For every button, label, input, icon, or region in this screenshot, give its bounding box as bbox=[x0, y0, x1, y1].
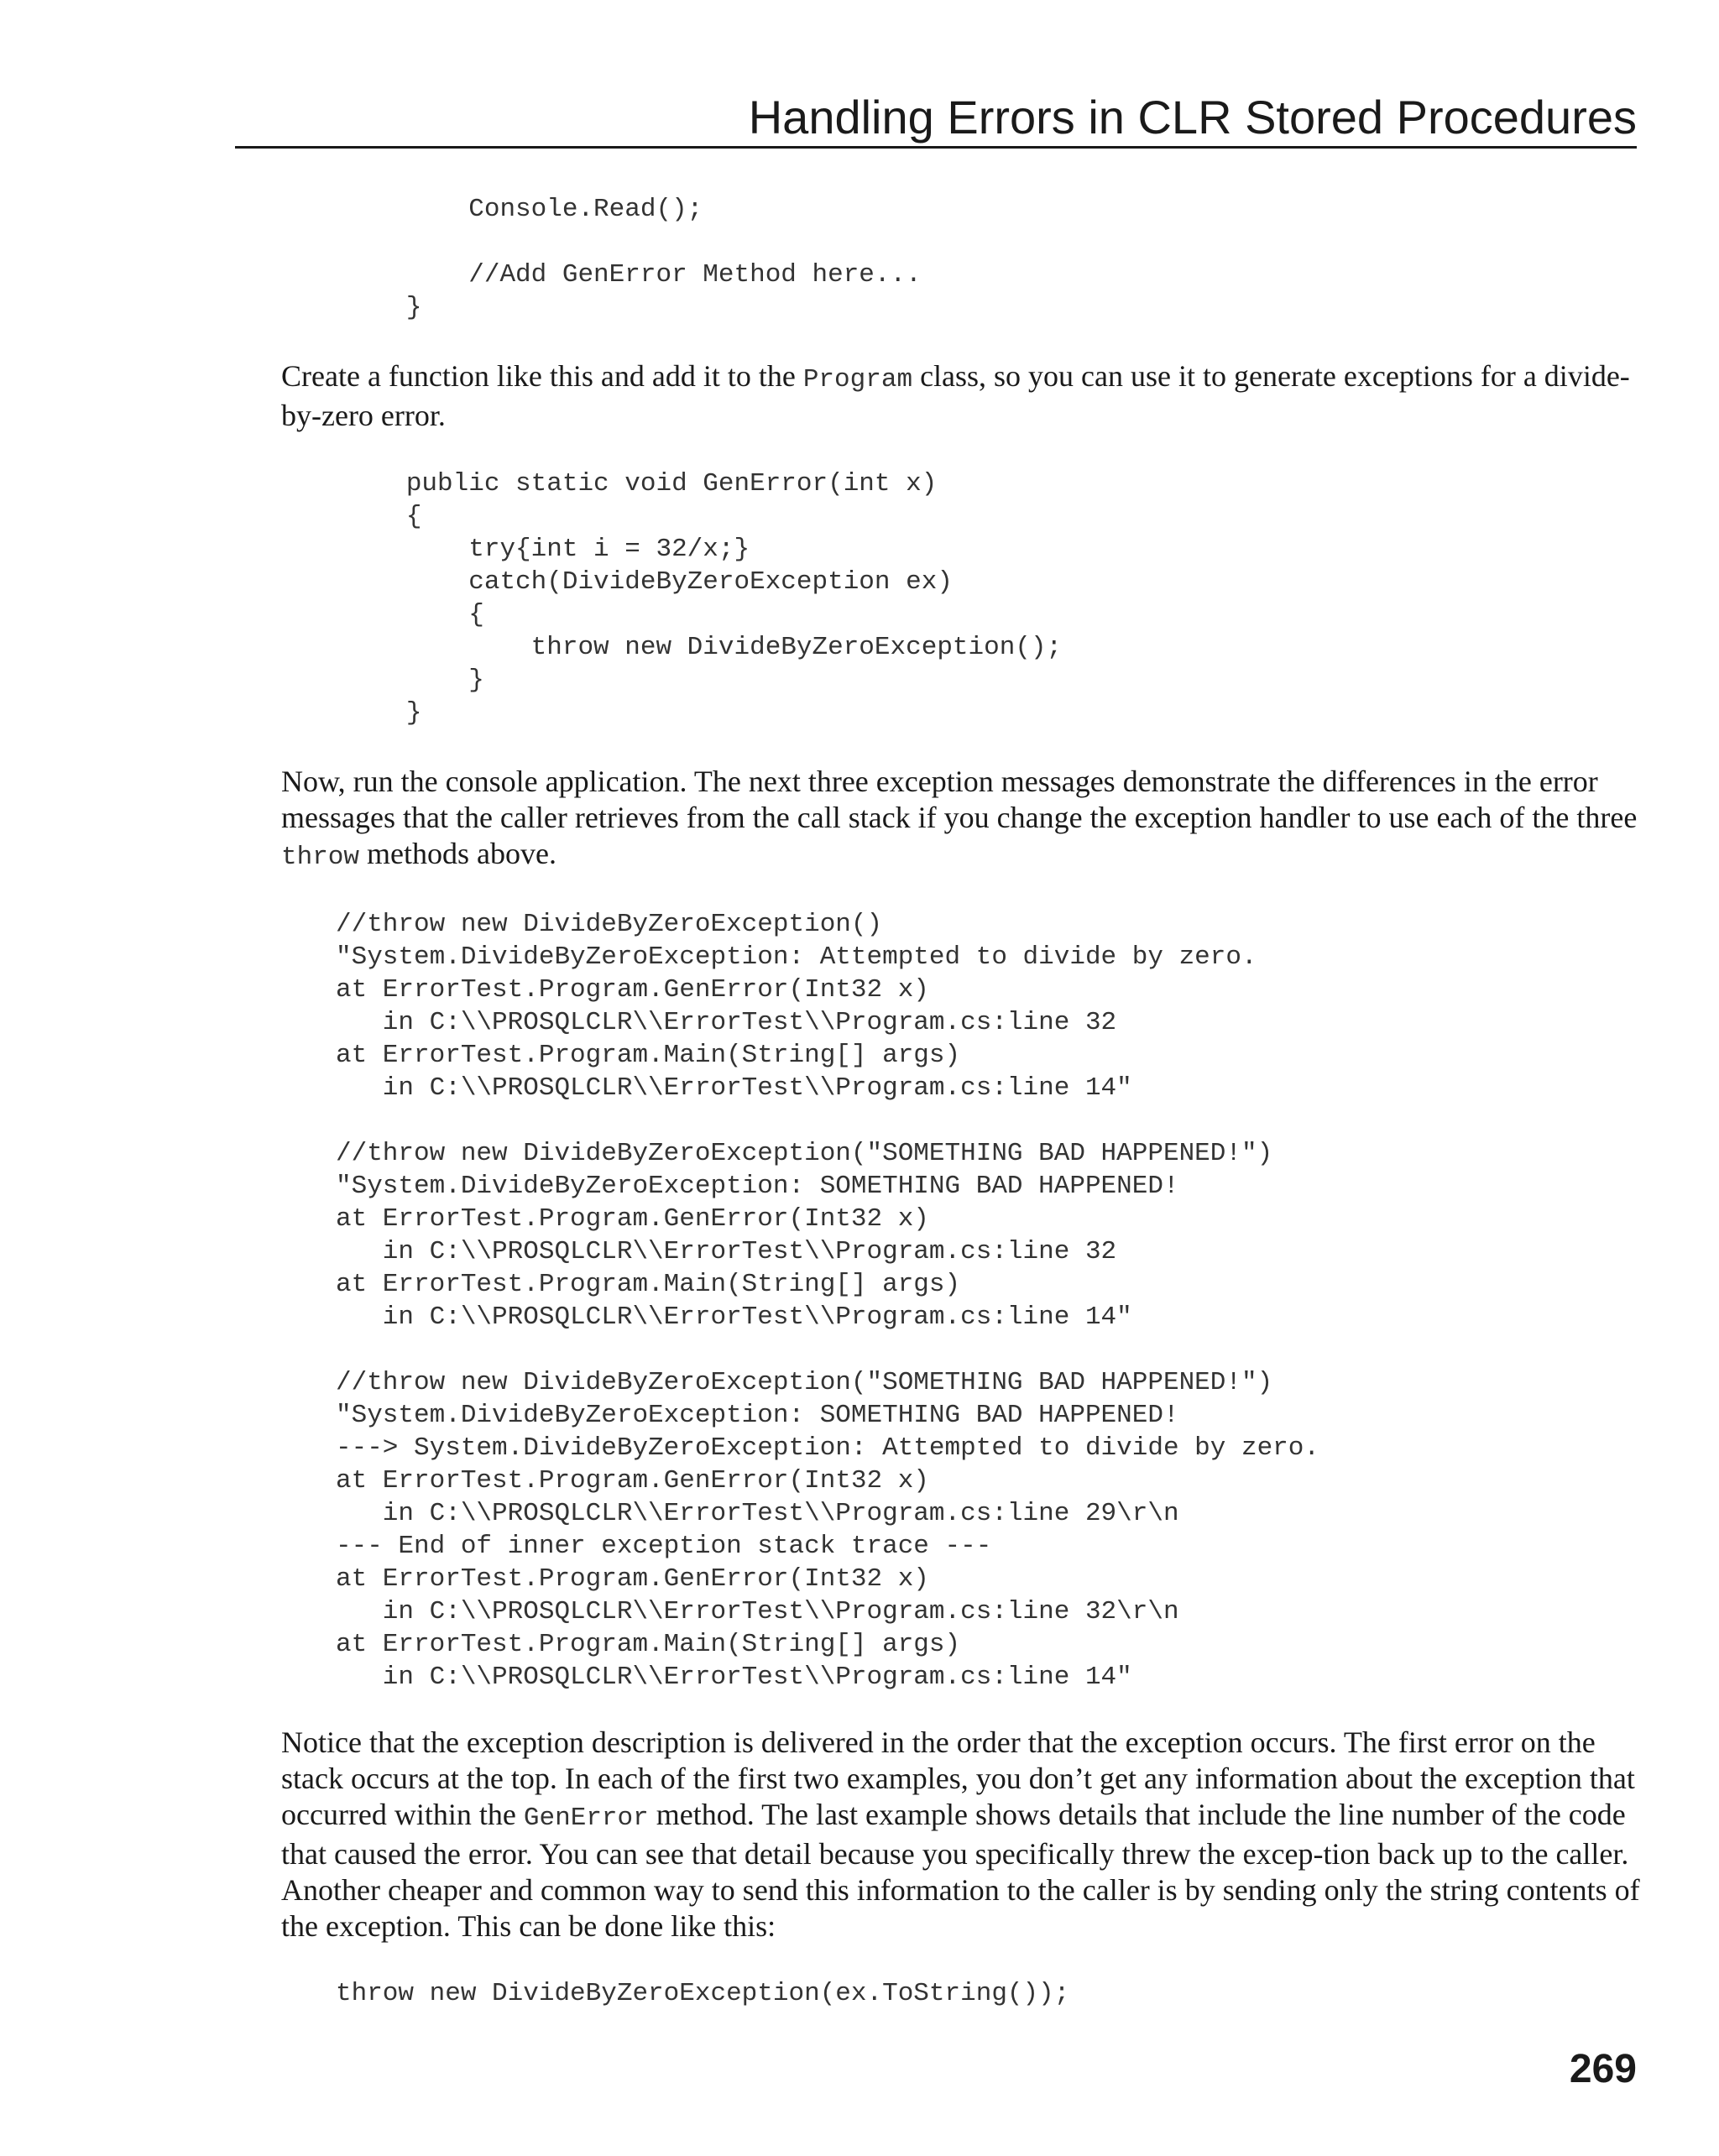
code-line: in C:\\PROSQLCLR\\ErrorTest\\Program.cs:line 32 bbox=[336, 1008, 1117, 1037]
code-line: { bbox=[281, 600, 484, 629]
code-block-throw-tostring bbox=[336, 1977, 1069, 2010]
paragraph-1-text-before: Create a function like this and add it to the bbox=[281, 359, 803, 393]
paragraph-3-text-after: method. The last example shows details that include the line number of the code that caused the error. You can see that detail because you specifically threw the excep-tion back up to the caller. Another cheaper and common way to send this information to the caller is by sending only the string contents of the exception. This can be done like this: bbox=[281, 1798, 1640, 1943]
code-line: at ErrorTest.Program.GenError(Int32 x) bbox=[336, 1466, 929, 1496]
code-line: } bbox=[281, 293, 422, 322]
code-line: in C:\\PROSQLCLR\\ErrorTest\\Program.cs:line 14" bbox=[336, 1302, 1132, 1332]
code-line: try{int i = 32/x;} bbox=[281, 535, 750, 564]
paragraph-2 bbox=[281, 764, 1641, 875]
inline-code-program: Program bbox=[802, 365, 913, 394]
code-line: //throw new DivideByZeroException("SOMETHING BAD HAPPENED!") bbox=[336, 1139, 1273, 1168]
code-line: Console.Read(); bbox=[281, 195, 703, 224]
paragraph-3-text-before: Notice that the exception description is delivered in the order that the exception occurs. The first error on the stack occurs at the top. In each of the first two examples, you don’t get any information about the exception that occurred within the bbox=[281, 1725, 1635, 1831]
code-line: --- End of inner exception stack trace --- bbox=[336, 1532, 992, 1561]
code-line: public static void GenError(int x) bbox=[281, 469, 938, 499]
code-line: in C:\\PROSQLCLR\\ErrorTest\\Program.cs:line 14" bbox=[336, 1073, 1132, 1103]
code-line: "System.DivideByZeroException: SOMETHING BAD HAPPENED! bbox=[336, 1401, 1179, 1430]
code-line: at ErrorTest.Program.Main(String[] args) bbox=[336, 1270, 961, 1299]
inline-code-throw: throw bbox=[281, 843, 360, 872]
code-line: throw new DivideByZeroException(); bbox=[281, 633, 1063, 662]
paragraph-1 bbox=[281, 358, 1641, 434]
code-line: in C:\\PROSQLCLR\\ErrorTest\\Program.cs:line 14" bbox=[336, 1663, 1132, 1692]
code-line: "System.DivideByZeroException: Attempted to divide by zero. bbox=[336, 942, 1257, 972]
code-line: } bbox=[281, 666, 484, 695]
code-line: at ErrorTest.Program.GenError(Int32 x) bbox=[336, 1204, 929, 1234]
page-number: 269 bbox=[1569, 2047, 1637, 2091]
code-line: in C:\\PROSQLCLR\\ErrorTest\\Program.cs:line 32 bbox=[336, 1237, 1117, 1266]
inline-code-generror: GenError bbox=[523, 1804, 649, 1833]
paragraph-2-text-before: Now, run the console application. The next three exception messages demonstrate the differences in the error messages that the caller retrieves from the call stack if you change the exception handler to use each of the three bbox=[281, 765, 1638, 834]
code-line: at ErrorTest.Program.Main(String[] args) bbox=[336, 1630, 961, 1659]
code-line: in C:\\PROSQLCLR\\ErrorTest\\Program.cs:line 32\r\n bbox=[336, 1597, 1179, 1626]
paragraph-2-text-after: methods above. bbox=[359, 837, 556, 870]
paragraph-1-text-after: class, so you can use it to generate exceptions for a divide-by-zero error. bbox=[281, 359, 1630, 432]
code-line: { bbox=[281, 502, 422, 531]
code-block-main-end bbox=[281, 193, 922, 324]
code-line: at ErrorTest.Program.GenError(Int32 x) bbox=[336, 1564, 929, 1594]
code-line: in C:\\PROSQLCLR\\ErrorTest\\Program.cs:line 29\r\n bbox=[336, 1499, 1179, 1528]
code-line: ---> System.DivideByZeroException: Attempted to divide by zero. bbox=[336, 1433, 1319, 1463]
code-line: } bbox=[281, 698, 422, 728]
code-line: catch(DivideByZeroException ex) bbox=[281, 567, 953, 597]
code-line: throw new DivideByZeroException(ex.ToString()); bbox=[336, 1979, 1070, 2008]
code-block-generror bbox=[281, 467, 1062, 729]
code-line: //Add GenError Method here... bbox=[281, 260, 922, 290]
code-line: at ErrorTest.Program.Main(String[] args) bbox=[336, 1041, 961, 1070]
chapter-title: Handling Errors in CLR Stored Procedures bbox=[748, 91, 1637, 144]
code-line: at ErrorTest.Program.GenError(Int32 x) bbox=[336, 975, 929, 1005]
code-block-exception-output bbox=[336, 908, 1319, 1694]
code-line: "System.DivideByZeroException: SOMETHING BAD HAPPENED! bbox=[336, 1172, 1179, 1201]
running-header bbox=[235, 81, 1637, 149]
code-line: //throw new DivideByZeroException() bbox=[336, 910, 883, 939]
code-line: //throw new DivideByZeroException("SOMETHING BAD HAPPENED!") bbox=[336, 1368, 1273, 1397]
paragraph-3 bbox=[281, 1725, 1641, 1945]
